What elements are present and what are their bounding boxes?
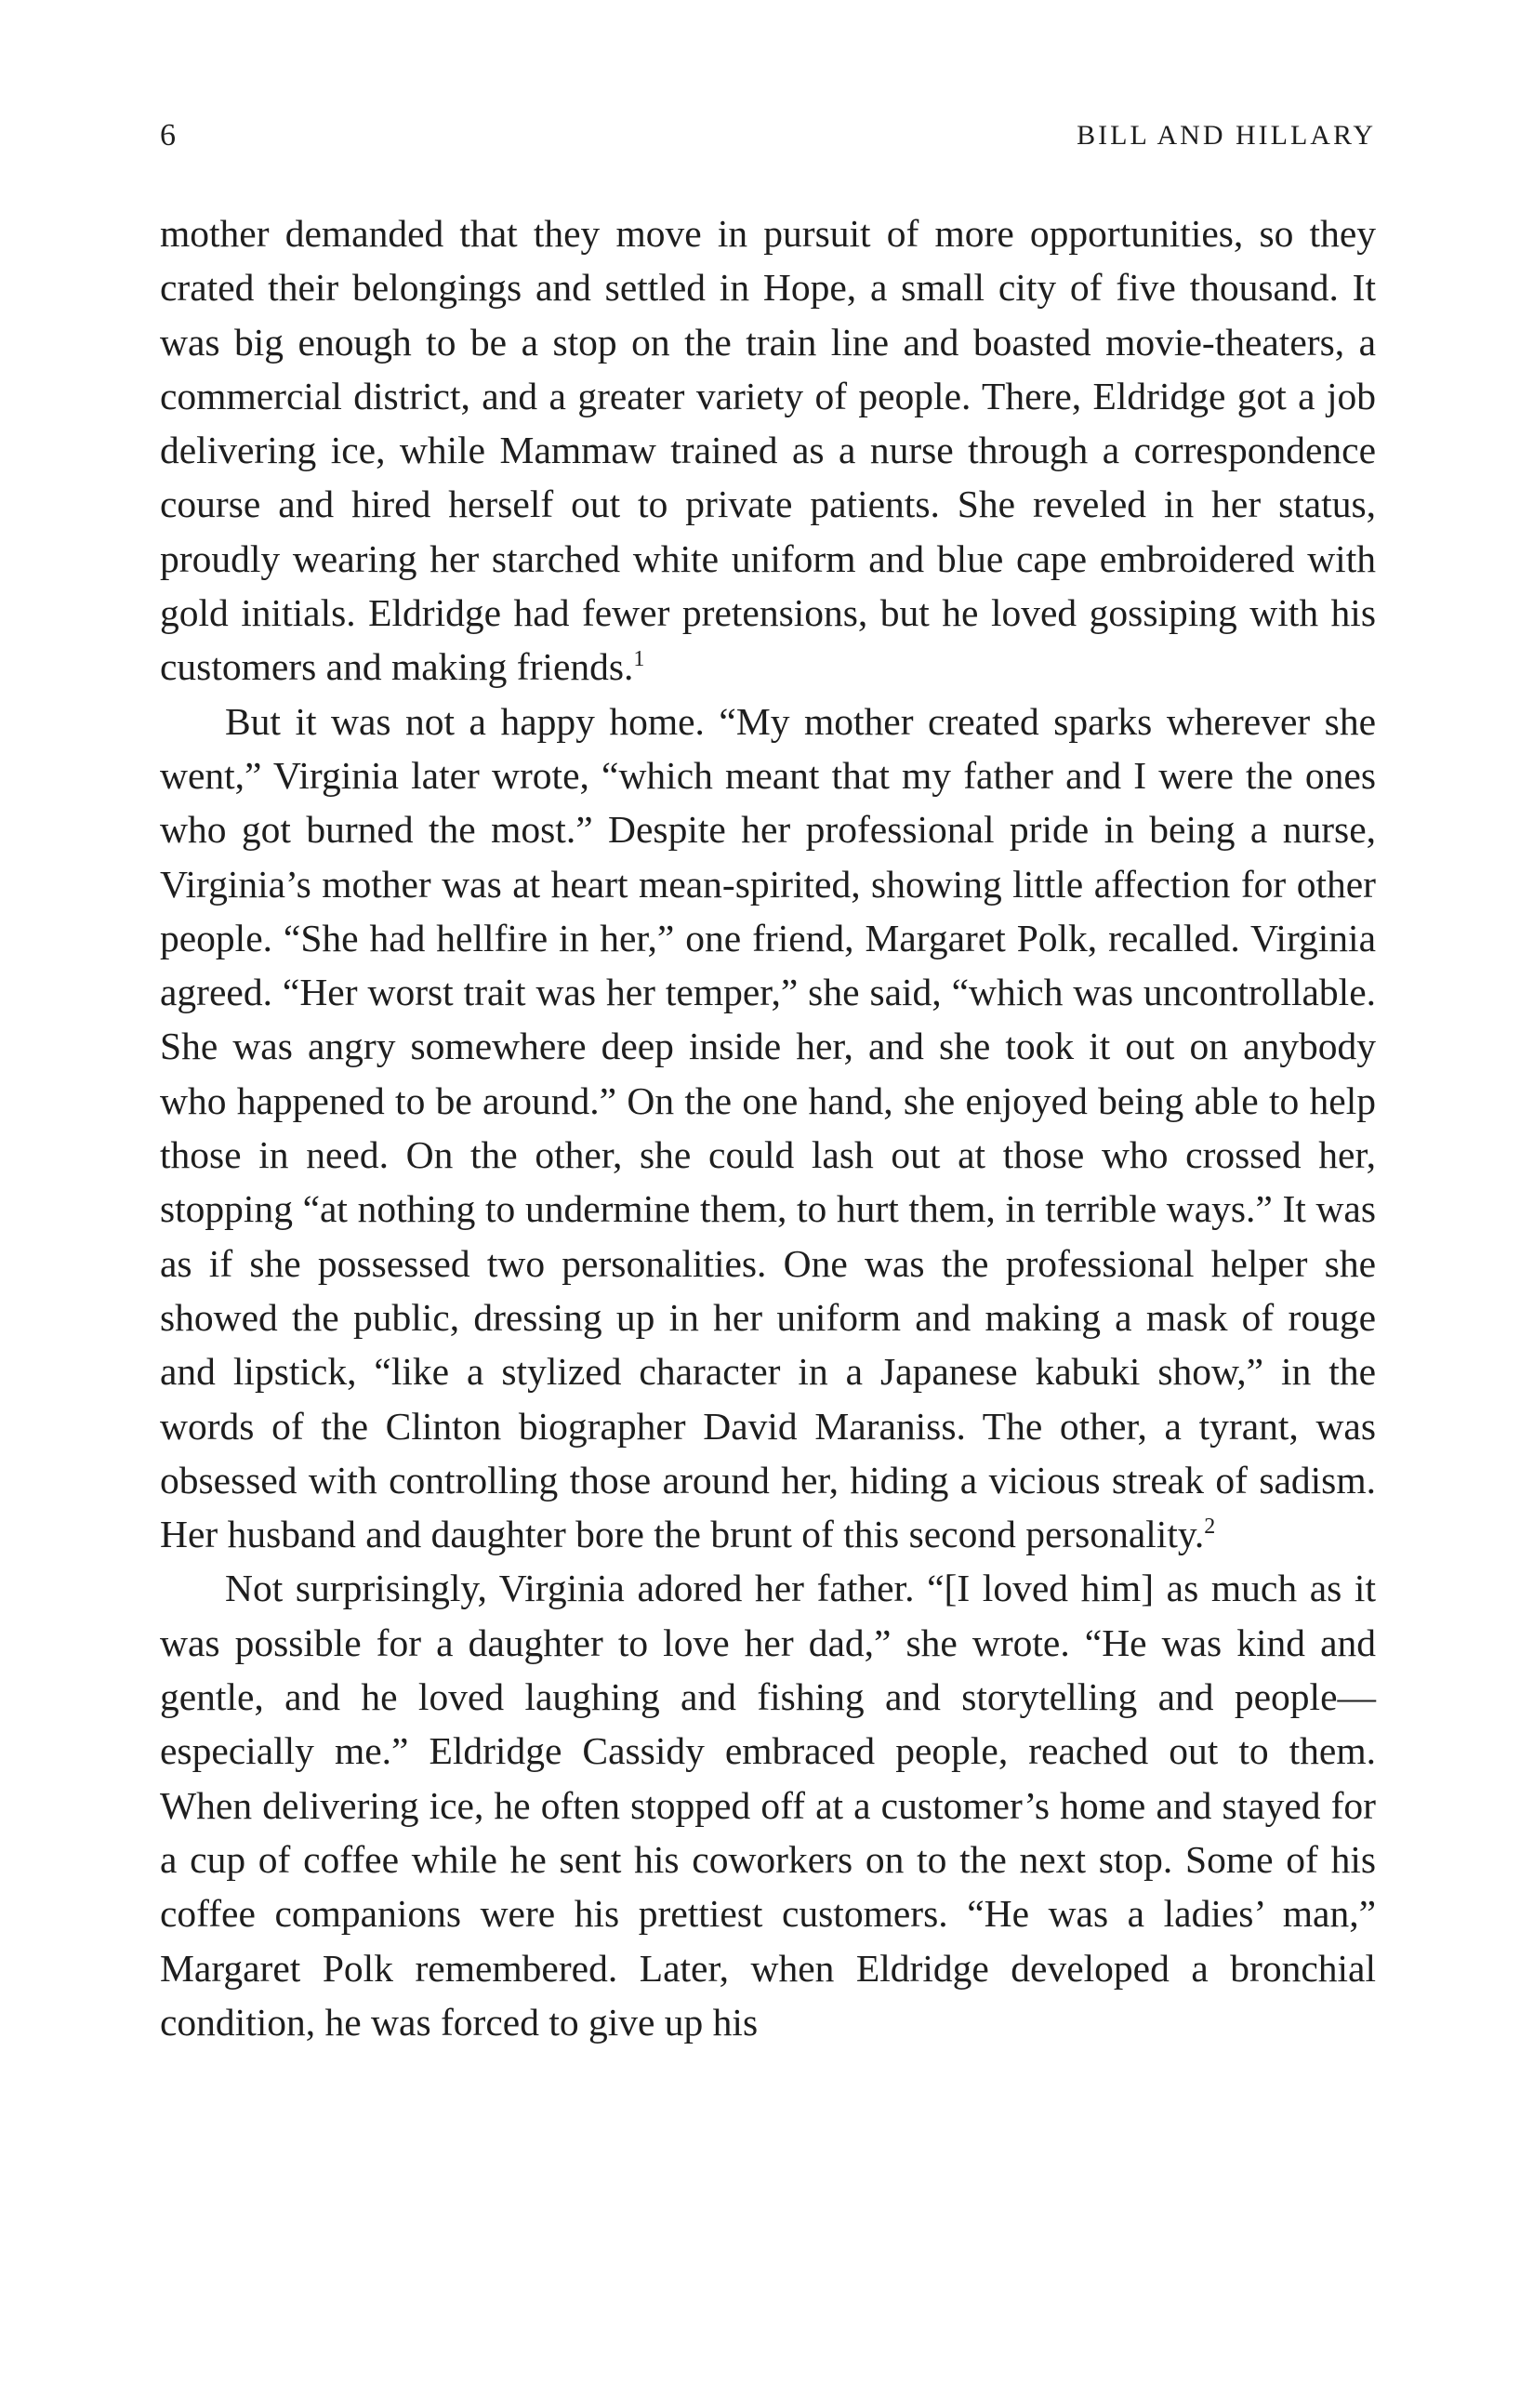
running-head <box>160 115 1376 156</box>
paragraph-3-text: Not surprisingly, Virginia adored her father. “[I loved him] as much as it was possible for a daughter to love her dad,” she wrote. “He was kind and gentle, and he loved laughing and fishing and storytelling and people—especially me.” Eldridge Cassidy embraced people, reached out to them. When delivering ice, he often stopped off at a customer’s home and stayed for a cup of coffee while he sent his coworkers on to the next stop. Some of his coffee companions were his prettiest customers. “He was a ladies’ man,” Margaret Polk remembered. Later, when Eldridge developed a bronchial condition, he was forced to give up his <box>160 1567 1376 2044</box>
footnote-marker-2: 2 <box>1204 1515 1216 1540</box>
paragraph-2 <box>160 695 1376 1562</box>
paragraph-2-text: But it was not a happy home. “My mother created sparks wherever she went,” Virginia later wrote, “which meant that my father and I were the ones who got burned the most.” Despite her professional pride in being a nurse, Virginia’s mother was at heart mean-spirited, showing little affection for other people. “She had hellfire in her,” one friend, Margaret Polk, recalled. Virginia agreed. “Her worst trait was her temper,” she said, “which was uncontrollable. She was angry somewhere deep inside her, and she took it out on anybody who happened to be around.” On the one hand, she enjoyed being able to help those in need. On the other, she could lash out at those who crossed her, stopping “at nothing to undermine them, to hurt them, in terrible ways.” It was as if she possessed two personalities. One was the professional helper she showed the public, dressing up in her uniform and making a mask of rouge and lipstick, “like a stylized character in a Japanese kabuki show,” in the words of the Clinton biographer David Maraniss. The other, a tyrant, was obsessed with controlling those around her, hiding a vicious streak of sadism. Her husband and daughter bore the brunt of this second personality. <box>160 699 1376 1556</box>
footnote-marker-1: 1 <box>633 647 645 672</box>
paragraph-1 <box>160 206 1376 695</box>
paragraph-1-text: mother demanded that they move in pursuit of more opportunities, so they crated their belongings and settled in Hope, a small city of five thousand. It was big enough to be a stop on the train line and boasted movie-theaters, a commercial district, and a greater variety of people. There, Eldridge got a job delivering ice, while Mammaw trained as a nurse through a correspondence course and hired herself out to private patients. She reveled in her status, proudly wearing her starched white uniform and blue cape embroidered with gold initials. Eldridge had fewer pretensions, but he loved gossiping with his customers and making friends. <box>160 212 1376 689</box>
body-text <box>160 206 1376 2049</box>
book-title: BILL AND HILLARY <box>1077 120 1376 151</box>
paragraph-3 <box>160 1561 1376 2049</box>
page-number: 6 <box>160 118 176 152</box>
